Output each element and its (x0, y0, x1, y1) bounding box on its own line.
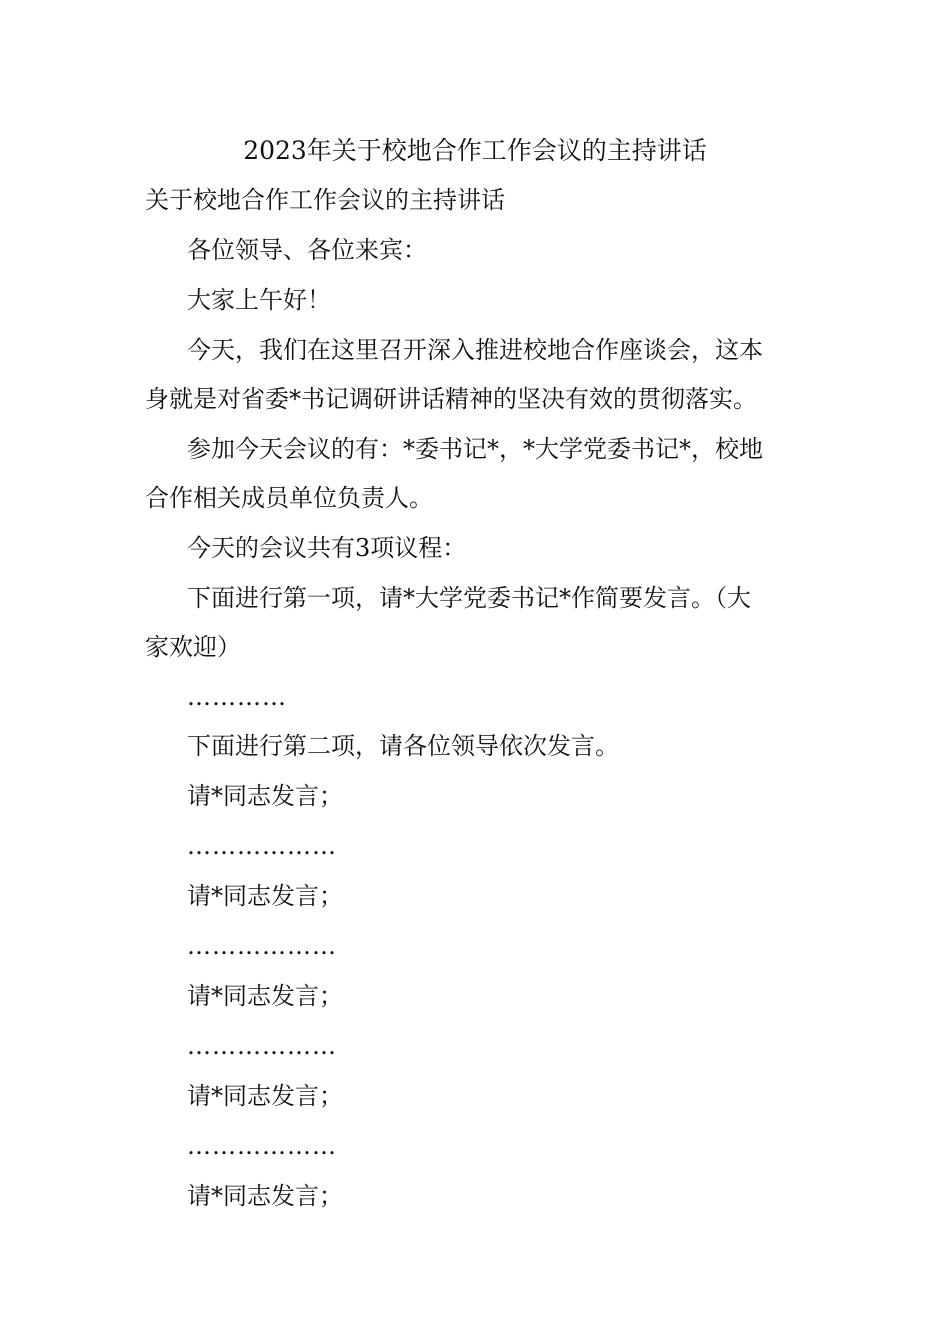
ellipsis-short: ………… (187, 683, 287, 711)
agenda-item-2: 下面进行第二项，请各位领导依次发言。 (187, 732, 619, 760)
ellipsis-2: ……………… (187, 932, 337, 960)
document-title: 2023年关于校地合作工作会议的主持讲话 (243, 136, 707, 165)
agenda-item-1-line-1: 下面进行第一项，请*大学党委书记*作简要发言。（大 (187, 584, 751, 612)
speaker-line-4: 请*同志发言； (187, 1082, 343, 1110)
speaker-line-1: 请*同志发言； (187, 782, 343, 810)
ellipsis-4: ……………… (187, 1132, 337, 1160)
ellipsis-1: ……………… (187, 832, 337, 860)
paragraph-opening-line-1: 今天，我们在这里召开深入推进校地合作座谈会，这本 (187, 336, 763, 364)
document-subtitle: 关于校地合作工作会议的主持讲话 (145, 186, 505, 214)
greeting-line: 各位领导、各位来宾： (187, 236, 427, 264)
paragraph-attendees-line-2: 合作相关成员单位负责人。 (145, 484, 433, 512)
paragraph-opening (145, 326, 810, 424)
paragraph-attendees (145, 425, 810, 523)
ellipsis-3: ……………… (187, 1032, 337, 1060)
paragraph-opening-line-2: 身就是对省委*书记调研讲话精神的坚决有效的贯彻落实。 (145, 385, 757, 413)
speaker-line-3: 请*同志发言； (187, 982, 343, 1010)
paragraph-attendees-line-1: 参加今天会议的有：*委书记*，*大学党委书记*，校地 (187, 435, 763, 463)
agenda-item-1-line-2: 家欢迎） (145, 633, 241, 661)
salutation-line: 大家上午好！ (187, 286, 331, 314)
speaker-line-5: 请*同志发言； (187, 1182, 343, 1210)
agenda-line: 今天的会议共有3项议程： (187, 534, 467, 562)
speaker-line-2: 请*同志发言； (187, 882, 343, 910)
agenda-item-1 (145, 574, 810, 672)
